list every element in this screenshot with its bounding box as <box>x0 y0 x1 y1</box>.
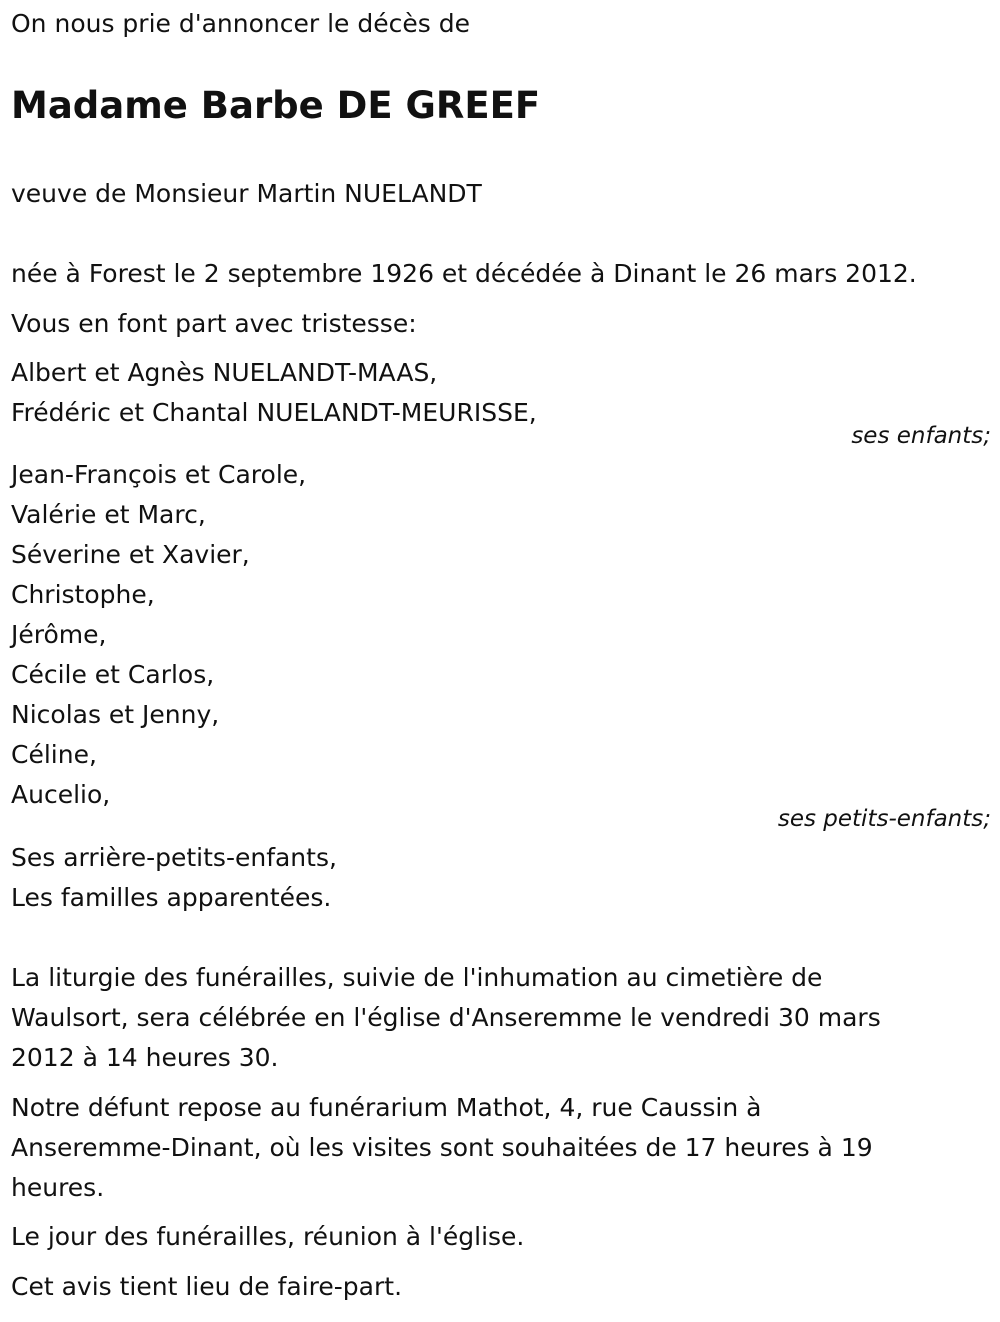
child-line: Frédéric et Chantal NUELANDT-MEURISSE, <box>11 398 537 427</box>
grandchild-line: Jean-François et Carole, <box>11 460 307 489</box>
grandchild-line: Christophe, <box>11 580 155 609</box>
children-label: ses enfants; <box>851 423 991 449</box>
meeting-text: Le jour des funérailles, réunion à l'église. <box>11 1222 525 1251</box>
grandchildren-label: ses petits-enfants; <box>777 806 991 832</box>
intro-text: On nous prie d'annoncer le décès de <box>11 9 470 38</box>
other-family-line: Les familles apparentées. <box>11 883 332 912</box>
other-family-line: Ses arrière-petits-enfants, <box>11 843 337 872</box>
child-line: Albert et Agnès NUELANDT-MAAS, <box>11 358 438 387</box>
viewing-line: Anseremme-Dinant, où les visites sont souhaitées de 17 heures à 19 <box>11 1133 873 1162</box>
birth-death-text: née à Forest le 2 septembre 1926 et décédée à Dinant le 26 mars 2012. <box>11 259 917 288</box>
grandchild-line: Jérôme, <box>11 620 107 649</box>
announcement-text: Vous en font part avec tristesse: <box>11 309 417 338</box>
deceased-name: Madame Barbe DE GREEF <box>11 84 541 127</box>
closing-text: Cet avis tient lieu de faire-part. <box>11 1272 403 1301</box>
liturgy-line: La liturgie des funérailles, suivie de l'inhumation au cimetière de <box>11 963 823 992</box>
liturgy-line: Waulsort, sera célébrée en l'église d'Anseremme le vendredi 30 mars <box>11 1003 881 1032</box>
grandchild-line: Nicolas et Jenny, <box>11 700 220 729</box>
grandchild-line: Valérie et Marc, <box>11 500 206 529</box>
grandchild-line: Cécile et Carlos, <box>11 660 215 689</box>
viewing-line: heures. <box>11 1173 105 1202</box>
liturgy-line: 2012 à 14 heures 30. <box>11 1043 279 1072</box>
viewing-line: Notre défunt repose au funérarium Mathot, 4, rue Caussin à <box>11 1093 762 1122</box>
spouse-text: veuve de Monsieur Martin NUELANDT <box>11 179 482 208</box>
grandchild-line: Céline, <box>11 740 97 769</box>
grandchild-line: Séverine et Xavier, <box>11 540 250 569</box>
grandchild-line: Aucelio, <box>11 780 111 809</box>
